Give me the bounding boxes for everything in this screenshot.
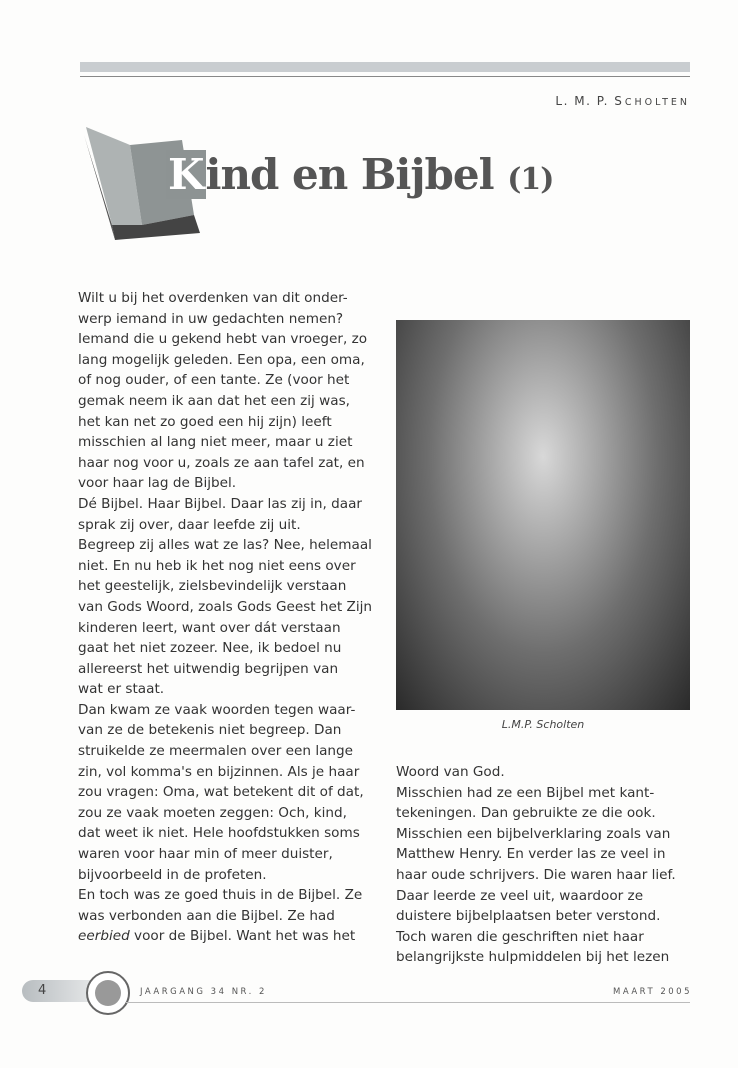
text-line: bijvoorbeeld in de profeten.	[78, 866, 267, 883]
text-line: struikelde ze meermalen over een lange	[78, 743, 354, 760]
text-line: Misschien een bijbelverklaring zoals van	[396, 825, 671, 842]
seal-logo	[86, 971, 130, 1015]
text-line: allereerst het uitwendig begrijpen van	[78, 660, 339, 677]
text-line: wat er staat.	[78, 681, 165, 698]
text-line: Toch waren die geschriften niet haar	[396, 928, 644, 945]
text-line: belangrijkste hulpmiddelen bij het lezen	[396, 949, 670, 966]
title-initial: K	[168, 150, 204, 199]
text: voor de Bijbel. Want het was het	[129, 928, 356, 945]
text-line: gaat het niet zozeer. Nee, ik bedoel nu	[78, 640, 342, 657]
text-line: duistere bijbelplaatsen beter verstond.	[396, 908, 661, 925]
text-line: Matthew Henry. En verder las ze veel in	[396, 846, 666, 863]
text-line: Iemand die u gekend hebt van vroeger, zo	[78, 331, 368, 348]
text-line	[78, 926, 372, 947]
text-line: Woord van God.	[396, 764, 505, 780]
text-line: Wilt u bij het overdenken van dit onder-	[78, 290, 348, 306]
text-line: voor haar lag de Bijbel.	[78, 475, 237, 492]
text-line: zou vragen: Oma, wat betekent dit of dat,	[78, 784, 364, 801]
text-line: tekeningen. Dan gebruikte ze die ook.	[396, 805, 656, 822]
text-line: van Gods Woord, zoals Gods Geest het Zijn	[78, 598, 373, 615]
footer-rule	[126, 1002, 690, 1003]
text-line: kinderen leert, want over dát verstaan	[78, 619, 341, 636]
text-line: zou ze vaak moeten zeggen: Och, kind,	[78, 804, 347, 821]
text-line: Begreep zij alles wat ze las? Nee, helemaal	[78, 537, 372, 554]
text-line: Daar leerde ze veel uit, waardoor ze	[396, 887, 644, 904]
article-title	[166, 150, 553, 199]
footer-volume: JAARGANG 34 NR. 2	[140, 987, 267, 997]
text-line: niet. En nu heb ik het nog niet eens over	[78, 557, 356, 574]
text-line: En toch was ze goed thuis in de Bijbel. Ze	[78, 887, 363, 904]
text-line: waren voor haar min of meer duister,	[78, 846, 333, 863]
author-photo	[396, 320, 690, 710]
text-line: zin, vol komma's en bijzinnen. Als je haar	[78, 763, 360, 780]
header-bar	[80, 62, 690, 72]
text-line: van ze de betekenis niet begreep. Dan	[78, 722, 342, 739]
photo-caption: L.M.P. Scholten	[501, 718, 585, 731]
left-column	[78, 288, 372, 947]
text-line: Dé Bijbel. Haar Bijbel. Daar las zij in, daar	[78, 495, 362, 512]
text-line: misschien al lang niet meer, maar u ziet	[78, 434, 353, 451]
text-line: sprak zij over, daar leefde zij uit.	[78, 516, 301, 533]
text-line: was verbonden aan die Bijbel. Ze had	[78, 907, 335, 924]
title-number: (1)	[507, 162, 554, 197]
text-line: Misschien had ze een Bijbel met kant-	[396, 784, 655, 801]
text-line: gemak neem ik aan dat het een zij was,	[78, 392, 350, 409]
header-rule	[80, 76, 690, 77]
footer-date: MAART 2005	[612, 987, 692, 997]
author-byline	[555, 94, 690, 108]
text-line: of nog ouder, of een tante. Ze (voor het	[78, 372, 350, 389]
text-line: lang mogelijk geleden. Een opa, een oma,	[78, 351, 365, 368]
text-line: haar nog voor u, zoals ze aan tafel zat, en	[78, 454, 365, 471]
author-surname: SCHOLTEN	[614, 94, 690, 108]
text-line: haar oude schrijvers. Die waren haar lief.	[396, 866, 676, 883]
text-line: werp iemand in uw gedachten nemen?	[78, 310, 344, 327]
text-line: het kan net zo goed een hij zijn) leeft	[78, 413, 332, 430]
text-line: dat weet ik niet. Hele hoofdstukken soms	[78, 825, 360, 842]
page-number: 4	[22, 980, 92, 1002]
author-initials: L. M. P.	[555, 94, 609, 108]
right-column	[396, 762, 676, 968]
emphasis: eerbied	[78, 928, 130, 945]
text-line: Dan kwam ze vaak woorden tegen waar-	[78, 701, 356, 718]
title-text: ind en Bijbel	[205, 150, 494, 199]
text-line: het geestelijk, zielsbevindelijk verstaan	[78, 578, 347, 595]
